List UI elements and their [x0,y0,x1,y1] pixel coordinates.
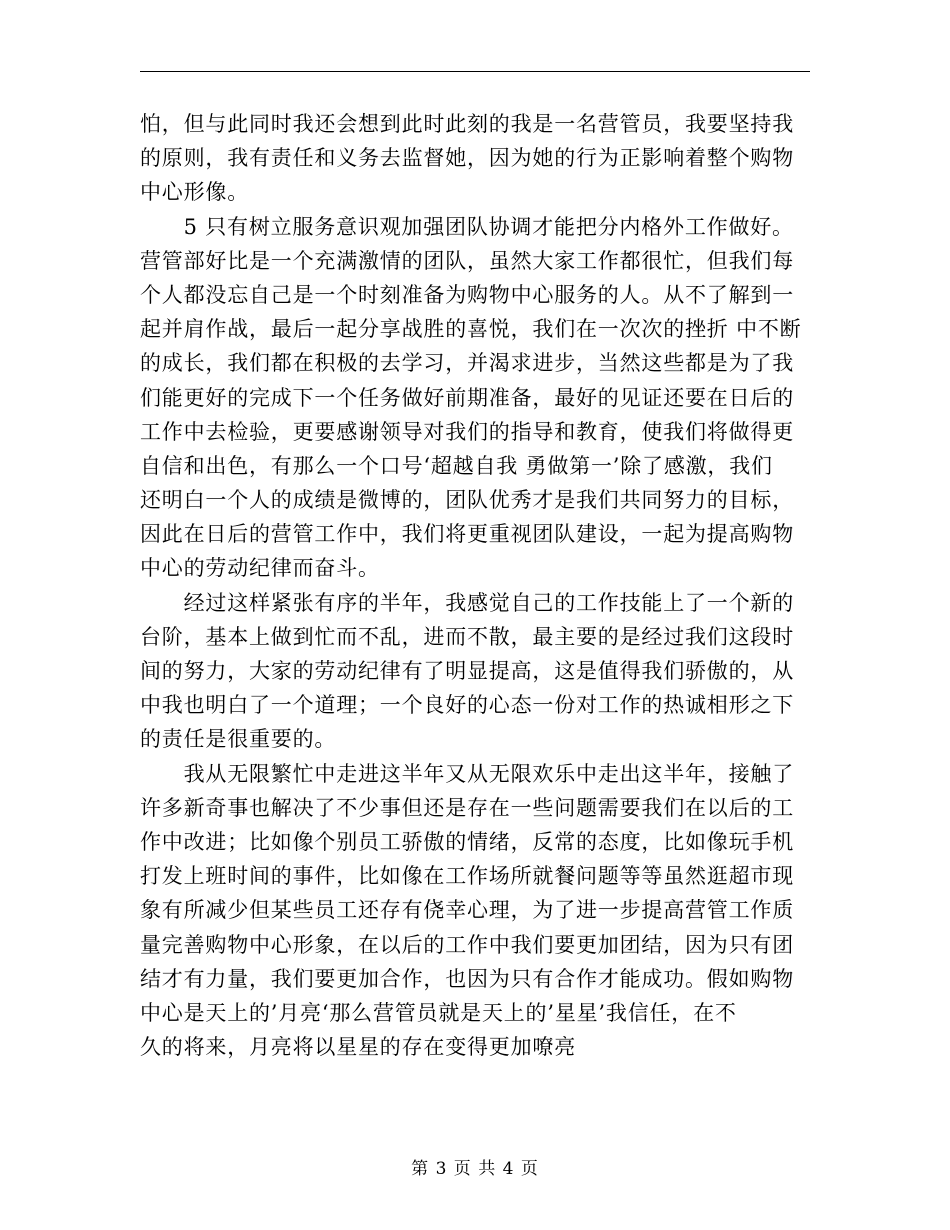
text-line: 中我也明白了一个道理；一个良好的心态一份对工作的热诚相形之下 [140,693,794,718]
document-body [140,107,810,1064]
text-line: 打发上班时间的事件，比如像在工作场所就餐问题等等虽然逛超市现 [140,864,794,889]
text-line: 怕，但与此同时我还会想到此时此刻的我是一名营管员，我要坚持我 [140,112,794,136]
text-line: 中心的劳动纪律而奋斗。 [140,556,380,581]
text-line: 工作中去检验，更要感谢领导对我们的指导和教育，使我们将做得更 [140,419,794,444]
text-line: 我从无限繁忙中走进这半年又从无限欢乐中走出这半年，接触了 [140,761,794,786]
text-line: 5 只有树立服务意识观加强团队协调才能把分内格外工作做好。 [140,214,794,239]
text-line: 营管部好比是一个充满激情的团队，虽然大家工作都很忙，但我们每 [140,248,794,273]
text-line: 间的努力，大家的劳动纪律有了明显提高，这是值得我们骄傲的，从 [140,659,794,683]
header-rule [140,71,810,72]
text-line: 个人都没忘自己是一个时刻准备为购物中心服务的人。从不了解到一 [140,282,794,307]
text-line: 台阶，基本上做到忙而不乱，进而不散，最主要的是经过我们这段时 [140,624,794,649]
text-line: 自信和出色，有那么一个口号‘超越自我 勇做第一’除了感激，我们 [140,453,773,478]
text-line: 作中改进；比如像个别员工骄傲的情绪，反常的态度，比如像玩手机 [140,829,794,854]
text-line: 起并肩作战，最后一起分享战胜的喜悦，我们在一次次的挫折 中不断 [140,317,802,342]
text-line: 久的将来，月亮将以星星的存在变得更加嘹亮 [140,1035,576,1060]
text-line: 结才有力量，我们要更加合作，也因为只有合作才能成功。假如购物 [140,966,794,991]
text-line: 中心形像。 [140,180,249,205]
text-line: 的成长，我们都在积极的去学习，并渴求进步，当然这些都是为了我 [140,351,794,376]
text-line: 的原则，我有责任和义务去监督她，因为她的行为正影响着整个购物 [140,146,794,171]
text-line: 许多新奇事也解决了不少事但还是存在一些问题需要我们在以后的工 [140,795,794,820]
text-line: 还明白一个人的成绩是微博的，团队优秀才是我们共同努力的目标， [140,488,794,513]
text-line: 经过这样紧张有序的半年，我感觉自己的工作技能上了一个新的 [140,590,794,615]
text-line: 因此在日后的营管工作中，我们将更重视团队建设，一起为提高购物 [140,522,794,547]
text-line: 象有所减少但某些员工还存有侥幸心理，为了进一步提高营管工作质 [140,898,794,923]
text-line: 们能更好的完成下一个任务做好前期准备，最好的见证还要在日后的 [140,385,794,410]
text-line: 的责任是很重要的。 [140,727,337,752]
text-line: 中心是天上的’月亮‘那么营管员就是天上的’星星’我信任，在不 [140,1000,737,1025]
page-number: 第 3 页 共 4 页 [411,1159,539,1179]
text-line: 量完善购物中心形象，在以后的工作中我们要更加团结，因为只有团 [140,932,794,957]
